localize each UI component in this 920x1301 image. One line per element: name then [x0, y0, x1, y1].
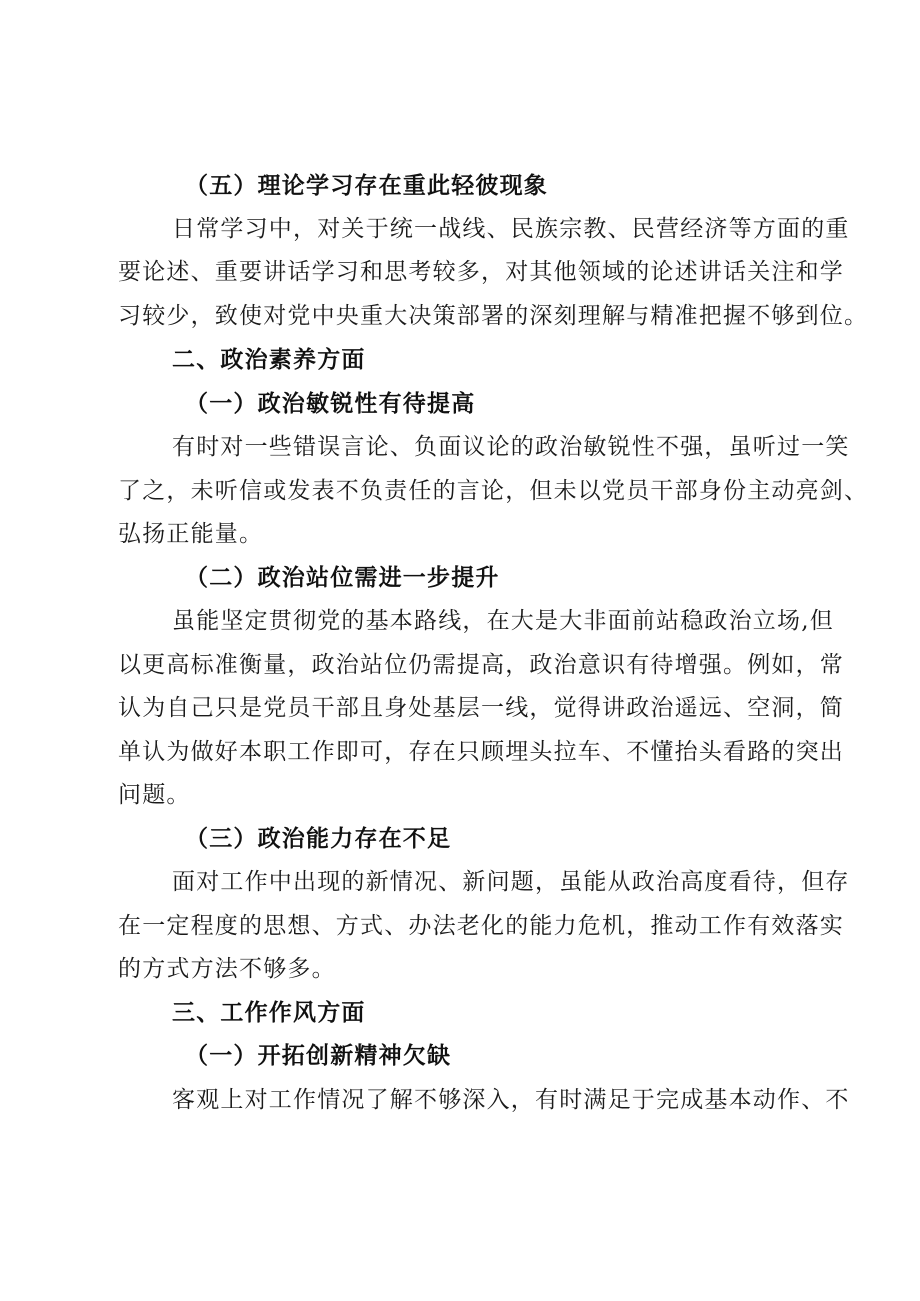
part-two-sub-two-body-line-5: 问题。 — [118, 782, 191, 808]
part-two-sub-one-body-line-3: 弘扬正能量。 — [118, 521, 264, 547]
section-five-body-line-2: 要论述、重要讲话学习和思考较多，对其他领域的论述讲话关注和学 — [118, 259, 844, 285]
part-two-sub-three-heading: （三）政治能力存在不足 — [185, 826, 452, 852]
part-two-sub-two-body-line-4: 单认为做好本职工作即可，存在只顾埋头拉车、不懂抬头看路的突出 — [118, 739, 844, 765]
part-two-sub-two-body-line-3: 认为自己只是党员干部且身处基层一线，觉得讲政治遥远、空洞，简 — [118, 695, 844, 721]
part-two-sub-three-body-line-1: 面对工作中出现的新情况、新问题，虽能从政治高度看待，但存 — [172, 869, 850, 895]
part-three-sub-one-heading: （一）开拓创新精神欠缺 — [185, 1043, 452, 1069]
part-two-sub-two-heading: （二）政治站位需进一步提升 — [185, 565, 500, 591]
part-two-sub-three-body-line-2: 在一定程度的思想、方式、办法老化的能力危机，推动工作有效落实 — [118, 913, 844, 939]
part-two-sub-one-heading: （一）政治敏锐性有待提高 — [185, 391, 476, 417]
section-five-body-line-1: 日常学习中，对关于统一战线、民族宗教、民营经济等方面的重 — [172, 216, 850, 242]
section-five-heading: （五）理论学习存在重此轻彼现象 — [185, 173, 548, 199]
part-two-sub-one-body-line-1: 有时对一些错误言论、负面议论的政治敏锐性不强，虽听过一笑 — [172, 434, 850, 460]
part-two-sub-three-body-line-3: 的方式方法不够多。 — [118, 956, 336, 982]
part-three-sub-one-body-line-1: 客观上对工作情况了解不够深入，有时满足于完成基本动作、不 — [172, 1087, 850, 1113]
part-three-heading: 三、工作作风方面 — [172, 1000, 366, 1026]
part-two-sub-two-body-line-1: 虽能坚定贯彻党的基本路线，在大是大非面前站稳政治立场,但 — [172, 608, 834, 634]
part-two-heading: 二、政治素养方面 — [172, 347, 366, 373]
section-five-body-line-3: 习较少，致使对党中央重大决策部署的深刻理解与精准把握不够到位。 — [118, 303, 869, 329]
part-two-sub-two-body-line-2: 以更高标准衡量，政治站位仍需提高，政治意识有待增强。例如，常 — [118, 652, 844, 678]
part-two-sub-one-body-line-2: 了之，未听信或发表不负责任的言论，但未以党员干部身份主动亮剑、 — [118, 478, 869, 504]
